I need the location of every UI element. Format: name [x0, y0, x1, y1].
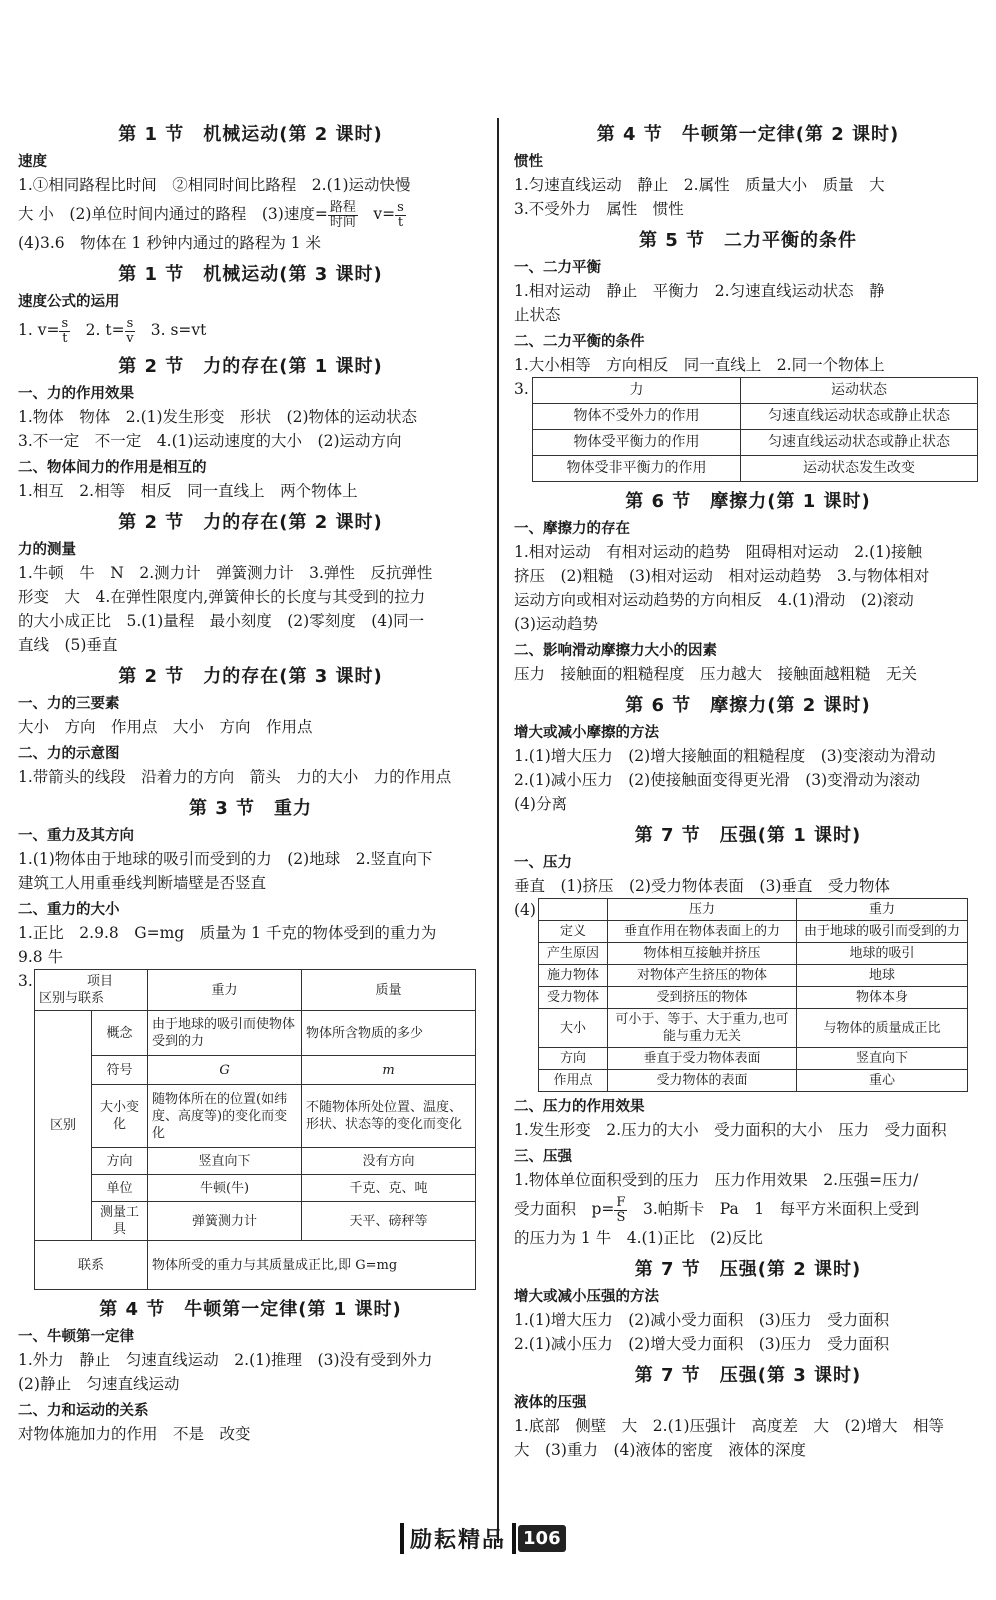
row-key: 方向	[539, 1048, 608, 1070]
table-cell: 竖直向下	[797, 1048, 968, 1070]
denominator: t	[397, 214, 404, 230]
text: 2. t=	[70, 321, 125, 339]
fraction	[125, 317, 136, 346]
pressure-gravity-table	[538, 898, 968, 1092]
table-header: 力	[533, 378, 741, 404]
row-key: 大小变化	[92, 1085, 148, 1148]
answer-line: 2.(1)减小压力 (2)增大受力面积 (3)压力 受力面积	[514, 1335, 890, 1353]
table-cell: 物体本身	[797, 987, 968, 1009]
answer-line	[514, 1192, 982, 1226]
table-cell: 地球	[797, 965, 968, 987]
row-key: 施力物体	[539, 965, 608, 987]
subsection-title: 三、压强	[514, 1149, 572, 1165]
answer-line: 形变 大 4.在弹性限度内,弹簧伸长的长度与其受到的拉力	[18, 588, 426, 606]
group-cell: 区别	[35, 1011, 92, 1241]
answer-line: (4)分离	[514, 795, 567, 813]
answer-line: 1.大小相等 方向相反 同一直线上 2.同一个物体上	[514, 356, 885, 374]
subsection-title: 二、力的示意图	[18, 746, 120, 762]
answer-line: 1.物体 物体 2.(1)发生形变 形状 (2)物体的运动状态	[18, 408, 417, 426]
denominator: 时间	[329, 214, 356, 230]
answer-line: 1.发生形变 2.压力的大小 受力面积的大小 压力 受力面积	[514, 1121, 947, 1139]
section-title: 第 3 节 重力	[188, 798, 313, 819]
answer-line: 1.带箭头的线段 沿着力的方向 箭头 力的大小 力的作用点	[18, 768, 452, 786]
answer-line: 的大小成正比 5.(1)量程 最小刻度 (2)零刻度 (4)同一	[18, 612, 425, 630]
column-divider	[497, 118, 499, 1543]
answer-line: 3.不受外力 属性 惯性	[514, 200, 684, 218]
text: 大 小 (2)单位时间内通过的路程 (3)速度=	[18, 205, 328, 223]
numerator: s	[61, 315, 69, 331]
gravity-table-block	[18, 969, 483, 1290]
answer-line: (3)运动趋势	[514, 615, 598, 633]
item-number: 3.	[18, 972, 33, 990]
answer-line: 1.相对运动 静止 平衡力 2.匀速直线运动状态 静	[514, 282, 885, 300]
row-key: 定义	[539, 921, 608, 943]
row-key: 产生原因	[539, 943, 608, 965]
text: 3. s=vt	[135, 321, 207, 339]
table-cell: 地球的吸引	[797, 943, 968, 965]
subsection-title: 二、力和运动的关系	[18, 1403, 149, 1419]
row-key: 方向	[92, 1148, 148, 1175]
force-motion-table	[532, 377, 978, 482]
table-cell: 物体不受外力的作用	[533, 404, 741, 430]
table-corner-cell	[539, 899, 608, 921]
answer-line: 1.底部 侧壁 大 2.(1)压强计 高度差 大 (2)增大 相等	[514, 1417, 944, 1435]
table-cell: 受到挤压的物体	[608, 987, 797, 1009]
answer-line: 1.相对运动 有相对运动的趋势 阻碍相对运动 2.(1)接触	[514, 543, 923, 561]
brand-logo: 励耘精品	[400, 1523, 516, 1554]
answer-line: 1.相互 2.相等 相反 同一直线上 两个物体上	[18, 482, 358, 500]
row-key: 测量工具	[92, 1202, 148, 1241]
row-key: 受力物体	[539, 987, 608, 1009]
table-header: 压力	[608, 899, 797, 921]
subsection-title: 二、影响滑动摩擦力大小的因素	[514, 643, 717, 659]
table-cell: 弹簧测力计	[148, 1202, 302, 1241]
table-cell: 重心	[797, 1070, 968, 1092]
subsection-title: 一、力的三要素	[18, 696, 120, 712]
answer-line: 1.牛顿 牛 N 2.测力计 弹簧测力计 3.弹性 反抗弹性	[18, 564, 433, 582]
table-cell: 物体受非平衡力的作用	[533, 456, 741, 482]
denominator: v	[126, 330, 134, 346]
subsection-title: 二、二力平衡的条件	[514, 334, 645, 350]
table-cell: G	[148, 1056, 302, 1085]
section-title: 第 4 节 牛顿第一定律(第 1 课时)	[99, 1299, 402, 1320]
page-footer	[400, 1518, 566, 1558]
left-column	[18, 115, 483, 1446]
numerator: s	[126, 315, 134, 331]
denominator: t	[62, 330, 68, 346]
numerator: s	[397, 199, 404, 215]
answer-line: 的压力为 1 牛 4.(1)正比 (2)反比	[514, 1229, 763, 1247]
section-title: 第 2 节 力的存在(第 3 课时)	[118, 666, 383, 687]
answer-line: 1.匀速直线运动 静止 2.属性 质量大小 质量 大	[514, 176, 885, 194]
denominator: S	[616, 1209, 626, 1225]
table-cell: 与物体的质量成正比	[797, 1009, 968, 1048]
subsection-title: 一、重力及其方向	[18, 828, 134, 844]
text: 受力面积 p=	[514, 1200, 615, 1218]
section-title: 第 2 节 力的存在(第 1 课时)	[118, 356, 383, 377]
subsection-title: 增大或减小摩擦的方法	[514, 725, 659, 741]
answer-line: 3.不一定 不一定 4.(1)运动速度的大小 (2)运动方向	[18, 432, 402, 450]
subsection-title: 速度	[18, 154, 47, 170]
table-cell: 运动状态发生改变	[741, 456, 978, 482]
table-header: 重力	[797, 899, 968, 921]
section-title: 第 5 节 二力平衡的条件	[638, 230, 858, 251]
answer-line: 运动方向或相对运动趋势的方向相反 4.(1)滑动 (2)滚动	[514, 591, 914, 609]
table-cell: 牛顿(牛)	[148, 1175, 302, 1202]
numerator: 路程	[329, 199, 356, 215]
page-number: 106	[518, 1525, 566, 1552]
row-key: 单位	[92, 1175, 148, 1202]
table-cell: 匀速直线运动状态或静止状态	[741, 404, 978, 430]
section-title: 第 7 节 压强(第 2 课时)	[634, 1259, 862, 1280]
corner-bottom-label: 区别与联系	[39, 991, 105, 1006]
table-corner-cell	[35, 970, 148, 1011]
answer-line: (4)3.6 物体在 1 秒钟内通过的路程为 1 米	[18, 234, 322, 252]
table-cell: 千克、克、吨	[302, 1175, 476, 1202]
section-title: 第 6 节 摩擦力(第 2 课时)	[625, 695, 871, 716]
answer-line: 1.(1)增大压力 (2)减小受力面积 (3)压力 受力面积	[514, 1311, 890, 1329]
answer-line: 1.外力 静止 匀速直线运动 2.(1)推理 (3)没有受到外力	[18, 1351, 433, 1369]
table-cell: 天平、磅秤等	[302, 1202, 476, 1241]
table-cell: 随物体所在的位置(如纬度、高度等)的变化而变化	[148, 1085, 302, 1148]
answer-line	[18, 197, 483, 231]
answer-line: 2.(1)减小压力 (2)使接触面变得更光滑 (3)变滑动为滚动	[514, 771, 921, 789]
table-cell: 不随物体所处位置、温度、形状、状态等的变化而变化	[302, 1085, 476, 1148]
answer-line: 9.8 牛	[18, 948, 64, 966]
table-cell: 可小于、等于、大于重力,也可能与重力无关	[608, 1009, 797, 1048]
force-table-block	[514, 377, 982, 482]
gravity-mass-table	[34, 969, 476, 1290]
table-cell: 受力物体的表面	[608, 1070, 797, 1092]
subsection-title: 一、牛顿第一定律	[18, 1329, 134, 1345]
answer-line: 止状态	[514, 306, 561, 324]
section-title: 第 7 节 压强(第 3 课时)	[634, 1365, 862, 1386]
table-cell: 没有方向	[302, 1148, 476, 1175]
subsection-title: 二、物体间力的作用是相互的	[18, 460, 207, 476]
answer-line: 压力 接触面的粗糙程度 压力越大 接触面越粗糙 无关	[514, 665, 918, 683]
text: v=	[357, 205, 396, 223]
item-number: (4)	[514, 901, 536, 919]
subsection-title: 力的测量	[18, 542, 76, 558]
answer-line: (2)静止 匀速直线运动	[18, 1375, 180, 1393]
text: 3.帕斯卡 Pa 1 每平方米面积上受到	[627, 1200, 920, 1218]
link-row-key: 联系	[35, 1241, 148, 1290]
row-key: 概念	[92, 1011, 148, 1056]
link-row-cell: 物体所受的重力与其质量成正比,即 G=mg	[148, 1241, 476, 1290]
subsection-title: 速度公式的运用	[18, 294, 120, 310]
section-title: 第 1 节 机械运动(第 3 课时)	[118, 264, 383, 285]
section-title: 第 2 节 力的存在(第 2 课时)	[118, 512, 383, 533]
fraction	[395, 201, 406, 230]
subsection-title: 一、二力平衡	[514, 260, 601, 276]
section-title: 第 7 节 压强(第 1 课时)	[634, 825, 862, 846]
fraction	[59, 317, 70, 346]
answer-line: 大小 方向 作用点 大小 方向 作用点	[18, 718, 313, 736]
table-cell: 由于地球的吸引而使物体受到的力	[148, 1011, 302, 1056]
table-cell: 由于地球的吸引而受到的力	[797, 921, 968, 943]
answer-line: 对物体施加力的作用 不是 改变	[18, 1425, 251, 1443]
pressure-table-block	[514, 898, 982, 1092]
answer-line: 1.(1)增大压力 (2)增大接触面的粗糙程度 (3)变滚动为滑动	[514, 747, 936, 765]
table-header: 重力	[148, 970, 302, 1011]
table-header: 质量	[302, 970, 476, 1011]
answer-line: 1.物体单位面积受到的压力 压力作用效果 2.压强=压力/	[514, 1171, 919, 1189]
table-cell: 对物体产生挤压的物体	[608, 965, 797, 987]
answer-line: 挤压 (2)粗糙 (3)相对运动 相对运动趋势 3.与物体相对	[514, 567, 930, 585]
answer-line: 1.正比 2.9.8 G=mg 质量为 1 千克的物体受到的重力为	[18, 924, 437, 942]
subsection-title: 一、压力	[514, 855, 572, 871]
row-key: 符号	[92, 1056, 148, 1085]
row-key: 大小	[539, 1009, 608, 1048]
table-cell: 物体相互接触并挤压	[608, 943, 797, 965]
table-cell: 垂直作用在物体表面上的力	[608, 921, 797, 943]
text: 1. v=	[18, 321, 60, 339]
table-header: 运动状态	[741, 378, 978, 404]
table-cell: 竖直向下	[148, 1148, 302, 1175]
table-cell: 垂直于受力物体表面	[608, 1048, 797, 1070]
section-title: 第 4 节 牛顿第一定律(第 2 课时)	[596, 124, 900, 145]
section-title: 第 6 节 摩擦力(第 1 课时)	[625, 491, 871, 512]
subsection-title: 一、力的作用效果	[18, 386, 134, 402]
subsection-title: 一、摩擦力的存在	[514, 521, 630, 537]
answer-line: 建筑工人用重垂线判断墙壁是否竖直	[18, 874, 267, 892]
subsection-title: 二、重力的大小	[18, 902, 120, 918]
table-cell: 匀速直线运动状态或静止状态	[741, 430, 978, 456]
item-number: 3.	[514, 380, 529, 398]
table-cell: 物体受平衡力的作用	[533, 430, 741, 456]
right-column	[514, 115, 982, 1462]
answer-line: 大 (3)重力 (4)液体的密度 液体的深度	[514, 1441, 806, 1459]
subsection-title: 增大或减小压强的方法	[514, 1289, 659, 1305]
fraction	[614, 1196, 627, 1225]
answer-line: 直线 (5)垂直	[18, 636, 118, 654]
numerator: F	[616, 1194, 626, 1210]
answer-line	[18, 313, 483, 347]
subsection-title: 惯性	[514, 154, 543, 170]
fraction	[328, 201, 358, 230]
answer-line: 垂直 (1)挤压 (2)受力物体表面 (3)垂直 受力物体	[514, 877, 890, 895]
section-title: 第 1 节 机械运动(第 2 课时)	[118, 124, 383, 145]
answer-line: 1.①相同路程比时间 ②相同时间比路程 2.(1)运动快慢	[18, 176, 411, 194]
table-cell: 物体所含物质的多少	[302, 1011, 476, 1056]
corner-top-label: 项目	[87, 974, 114, 989]
answer-line: 1.(1)物体由于地球的吸引而受到的力 (2)地球 2.竖直向下	[18, 850, 433, 868]
row-key: 作用点	[539, 1070, 608, 1092]
subsection-title: 二、压力的作用效果	[514, 1099, 645, 1115]
subsection-title: 液体的压强	[514, 1395, 587, 1411]
table-cell: m	[302, 1056, 476, 1085]
